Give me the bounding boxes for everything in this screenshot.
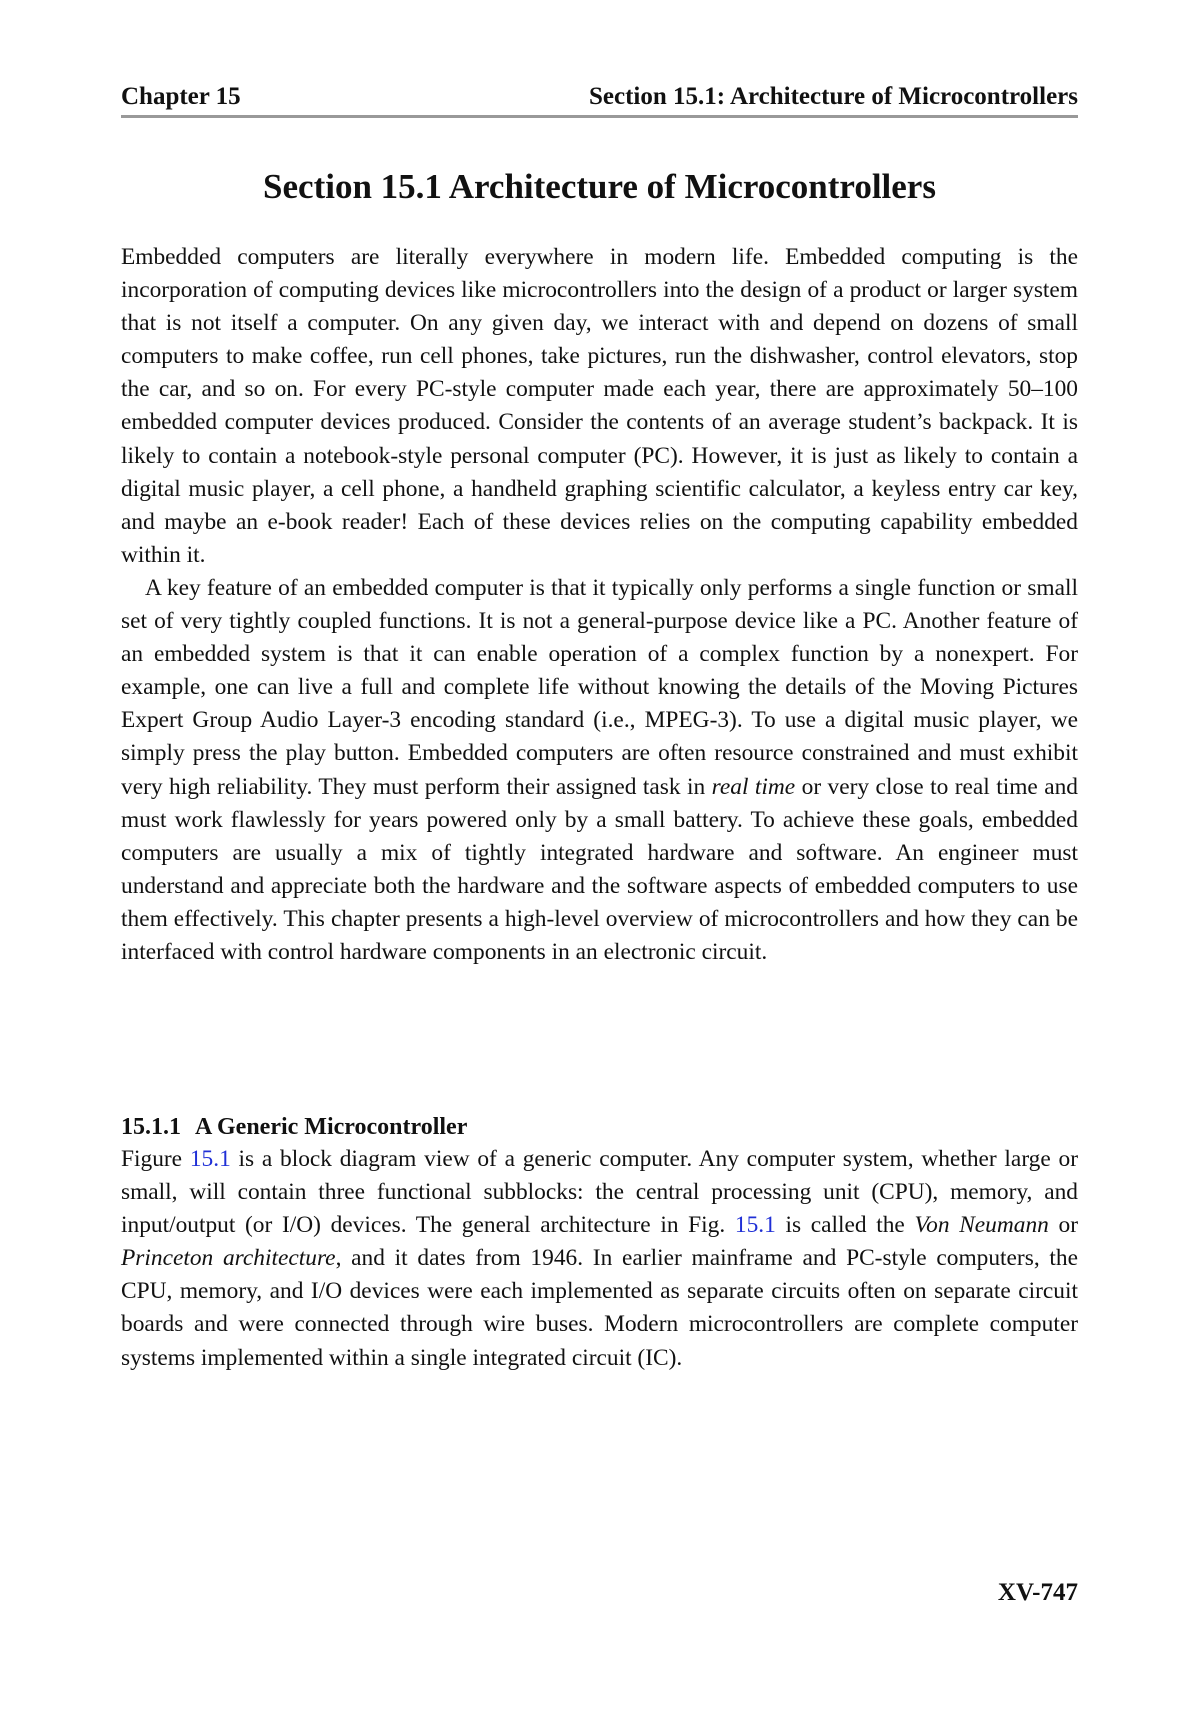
subsection-heading xyxy=(121,1110,467,1144)
section-body xyxy=(121,241,1078,969)
paragraph-2-text-a: A key feature of an embedded computer is that it typically only performs a single function or small set of very tightly coupled functions. It is not a general-purpose device like a PC. Another feature of an embedded system is that it can enable operation of a complex function by a nonexpert. For example, one can live a full and complete life without knowing the details of the Moving Pictures Expert Group Audio Layer-3 encoding standard (i.e., MPEG-3). To use a digital music player, we simply press the play button. Embedded computers are often resource constrained and must exhibit very high reliability. They must perform their assigned task in xyxy=(121,574,1078,800)
subsection-body xyxy=(121,1143,1078,1375)
figure-reference-link[interactable]: 15.1 xyxy=(189,1146,231,1172)
header-rule xyxy=(121,115,1078,118)
subsection-number: 15.1.1 xyxy=(121,1114,181,1140)
document-page xyxy=(121,0,1078,1712)
paragraph-3-text-2: is a block diagram view of a generic computer. Any computer system, whether large or small, will contain three functional subblocks: the central processing unit (CPU), memory, and input/output (or I/O) devices. The general architecture in Fig. xyxy=(121,1146,1078,1239)
paragraph-3-text-1: Figure xyxy=(121,1146,190,1172)
paragraph-3-text-4: or xyxy=(1048,1212,1078,1239)
header-section: Section 15.1: Architecture of Microcontrollers xyxy=(589,83,1078,110)
von-neumann-emphasis: Von Neumann xyxy=(914,1212,1049,1239)
header-chapter: Chapter 15 xyxy=(121,83,241,110)
page-number: XV-747 xyxy=(997,1579,1078,1606)
running-header xyxy=(121,80,1078,114)
paragraph-3-text-3: is called the xyxy=(775,1212,915,1239)
subsection-title: A Generic Microcontroller xyxy=(195,1114,468,1140)
paragraph-3-text-5: , and it dates from 1946. In earlier mainframe and PC-style computers, the CPU, memory, and I/O devices were each implemented as separate circuits often on separate circuit boards and were connected through wire buses. Modern microcontrollers are complete computer systems implemented within a single integrated circuit (IC). xyxy=(121,1245,1078,1371)
paragraph-2 xyxy=(121,572,1078,969)
paragraph-2-text-b: or very close to real time and must work flawlessly for years powered only by a small battery. To achieve these goals, embedded computers are usually a mix of tightly integrated hardware and software. An engineer must understand and appreciate both the hardware and the software aspects of embedded computers to use them effectively. This chapter presents a high-level overview of microcontrollers and how they can be interfaced with control hardware components in an electronic circuit. xyxy=(121,773,1078,965)
paragraph-3 xyxy=(121,1143,1078,1375)
figure-reference-link[interactable]: 15.1 xyxy=(734,1212,776,1239)
real-time-emphasis: real time xyxy=(711,773,796,800)
princeton-architecture-emphasis: Princeton architecture xyxy=(121,1245,336,1272)
section-title: Section 15.1 Architecture of Microcontrollers xyxy=(263,167,936,206)
paragraph-1: Embedded computers are literally everywhere in modern life. Embedded computing is the incorporation of computing devices like microcontrollers into the design of a product or larger system that is not itself a computer. On any given day, we interact with and depend on dozens of small computers to make coffee, run cell phones, take pictures, run the dishwasher, control elevators, stop the car, and so on. For every PC-style computer made each year, there are approximately 50–100 embedded computer devices produced. Consider the contents of an average student’s backpack. It is likely to contain a notebook-style personal computer (PC). However, it is just as likely to contain a digital music player, a cell phone, a handheld graphing scientific calculator, a keyless entry car key, and maybe an e-book reader! Each of these devices relies on the computing capability embedded within it. xyxy=(121,244,1078,568)
